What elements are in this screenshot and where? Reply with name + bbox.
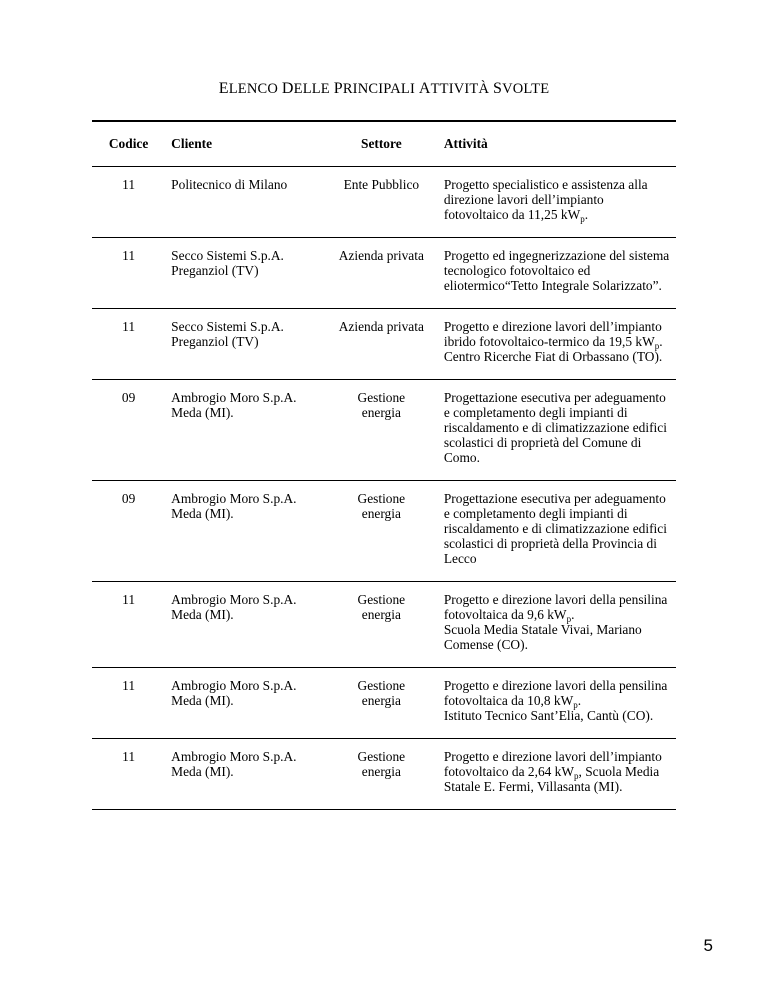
cell-code: 11	[92, 668, 165, 739]
table-row	[92, 668, 676, 739]
subscript-p: p	[574, 771, 579, 781]
cell-code: 11	[92, 309, 165, 380]
table-row	[92, 167, 676, 238]
cell-code: 09	[92, 481, 165, 582]
subscript-p: p	[580, 214, 585, 224]
table-row	[92, 380, 676, 481]
activities-table	[92, 120, 676, 810]
cell-activity: Progetto ed ingegnerizzazione del sistema tecnologico fotovoltaico ed eliotermico“Tetto Integrale Solarizzato”.	[437, 238, 676, 309]
cell-activity: Progettazione esecutiva per adeguamento e completamento degli impianti di riscaldamento e di climatizzazione edifici scolastici di proprietà della Provincia di Lecco	[437, 481, 676, 582]
cell-client: Secco Sistemi S.p.A. Preganziol (TV)	[165, 309, 326, 380]
cell-activity: Progetto e direzione lavori dell’impianto fotovoltaico da 2,64 $kW_p$, Scuola Media Statale E. Fermi, Villasanta (MI).	[437, 739, 676, 810]
cell-client: Ambrogio Moro S.p.A. Meda (MI).	[165, 739, 326, 810]
cell-sector: Gestione energia	[326, 668, 437, 739]
header-activity: Attività	[437, 121, 676, 167]
subscript-p: p	[654, 341, 660, 351]
table-row	[92, 238, 676, 309]
page-number: 5	[703, 936, 713, 955]
cell-client: Ambrogio Moro S.p.A. Meda (MI).	[165, 481, 326, 582]
cell-sector: Gestione energia	[326, 481, 437, 582]
cell-sector: Azienda privata	[326, 238, 437, 309]
table-row	[92, 309, 676, 380]
cell-activity: Progetto e direzione lavori dell’impianto ibrido fotovoltaico-termico da 19,5 $kW_p$. Centro Ricerche Fiat di Orbassano (TO).	[437, 309, 676, 380]
cell-client: Ambrogio Moro S.p.A. Meda (MI).	[165, 582, 326, 668]
cell-client: Ambrogio Moro S.p.A. Meda (MI).	[165, 380, 326, 481]
cell-activity: Progetto e direzione lavori della pensilina fotovoltaica da 10,8 $kW_p$. Istituto Tecnico Sant’Elia, Cantù (CO).	[437, 668, 676, 739]
cell-sector: Gestione energia	[326, 739, 437, 810]
header-client: Cliente	[165, 121, 326, 167]
cell-client: Politecnico di Milano	[165, 167, 326, 238]
cell-code: 11	[92, 582, 165, 668]
subscript-p: p	[573, 700, 578, 710]
cell-activity: Progetto e direzione lavori della pensilina fotovoltaica da 9,6 $kW_p$. Scuola Media Statale Vivai, Mariano Comense (CO).	[437, 582, 676, 668]
cell-sector: Ente Pubblico	[326, 167, 437, 238]
cell-activity: Progettazione esecutiva per adeguamento e completamento degli impianti di riscaldamento e di climatizzazione edifici scolastici di proprietà del Comune di Como.	[437, 380, 676, 481]
cell-code: 11	[92, 167, 165, 238]
cell-sector: Azienda privata	[326, 309, 437, 380]
table-header-row	[92, 121, 676, 167]
cell-code: 11	[92, 739, 165, 810]
table-row	[92, 582, 676, 668]
cell-code: 11	[92, 238, 165, 309]
page-title: ELENCO DELLE PRINCIPALI ATTIVITÀ SVOLTE	[218, 80, 550, 97]
subscript-p: p	[566, 614, 572, 624]
cell-client: Ambrogio Moro S.p.A. Meda (MI).	[165, 668, 326, 739]
cell-activity: Progetto specialistico e assistenza alla direzione lavori dell’impianto fotovoltaico da 11,25 $kW_p$.	[437, 167, 676, 238]
cell-client: Secco Sistemi S.p.A. Preganziol (TV)	[165, 238, 326, 309]
table-row	[92, 739, 676, 810]
cell-code: 09	[92, 380, 165, 481]
cell-sector: Gestione energia	[326, 582, 437, 668]
table-row	[92, 481, 676, 582]
header-code: Codice	[92, 121, 165, 167]
header-sector: Settore	[326, 121, 437, 167]
cell-sector: Gestione energia	[326, 380, 437, 481]
